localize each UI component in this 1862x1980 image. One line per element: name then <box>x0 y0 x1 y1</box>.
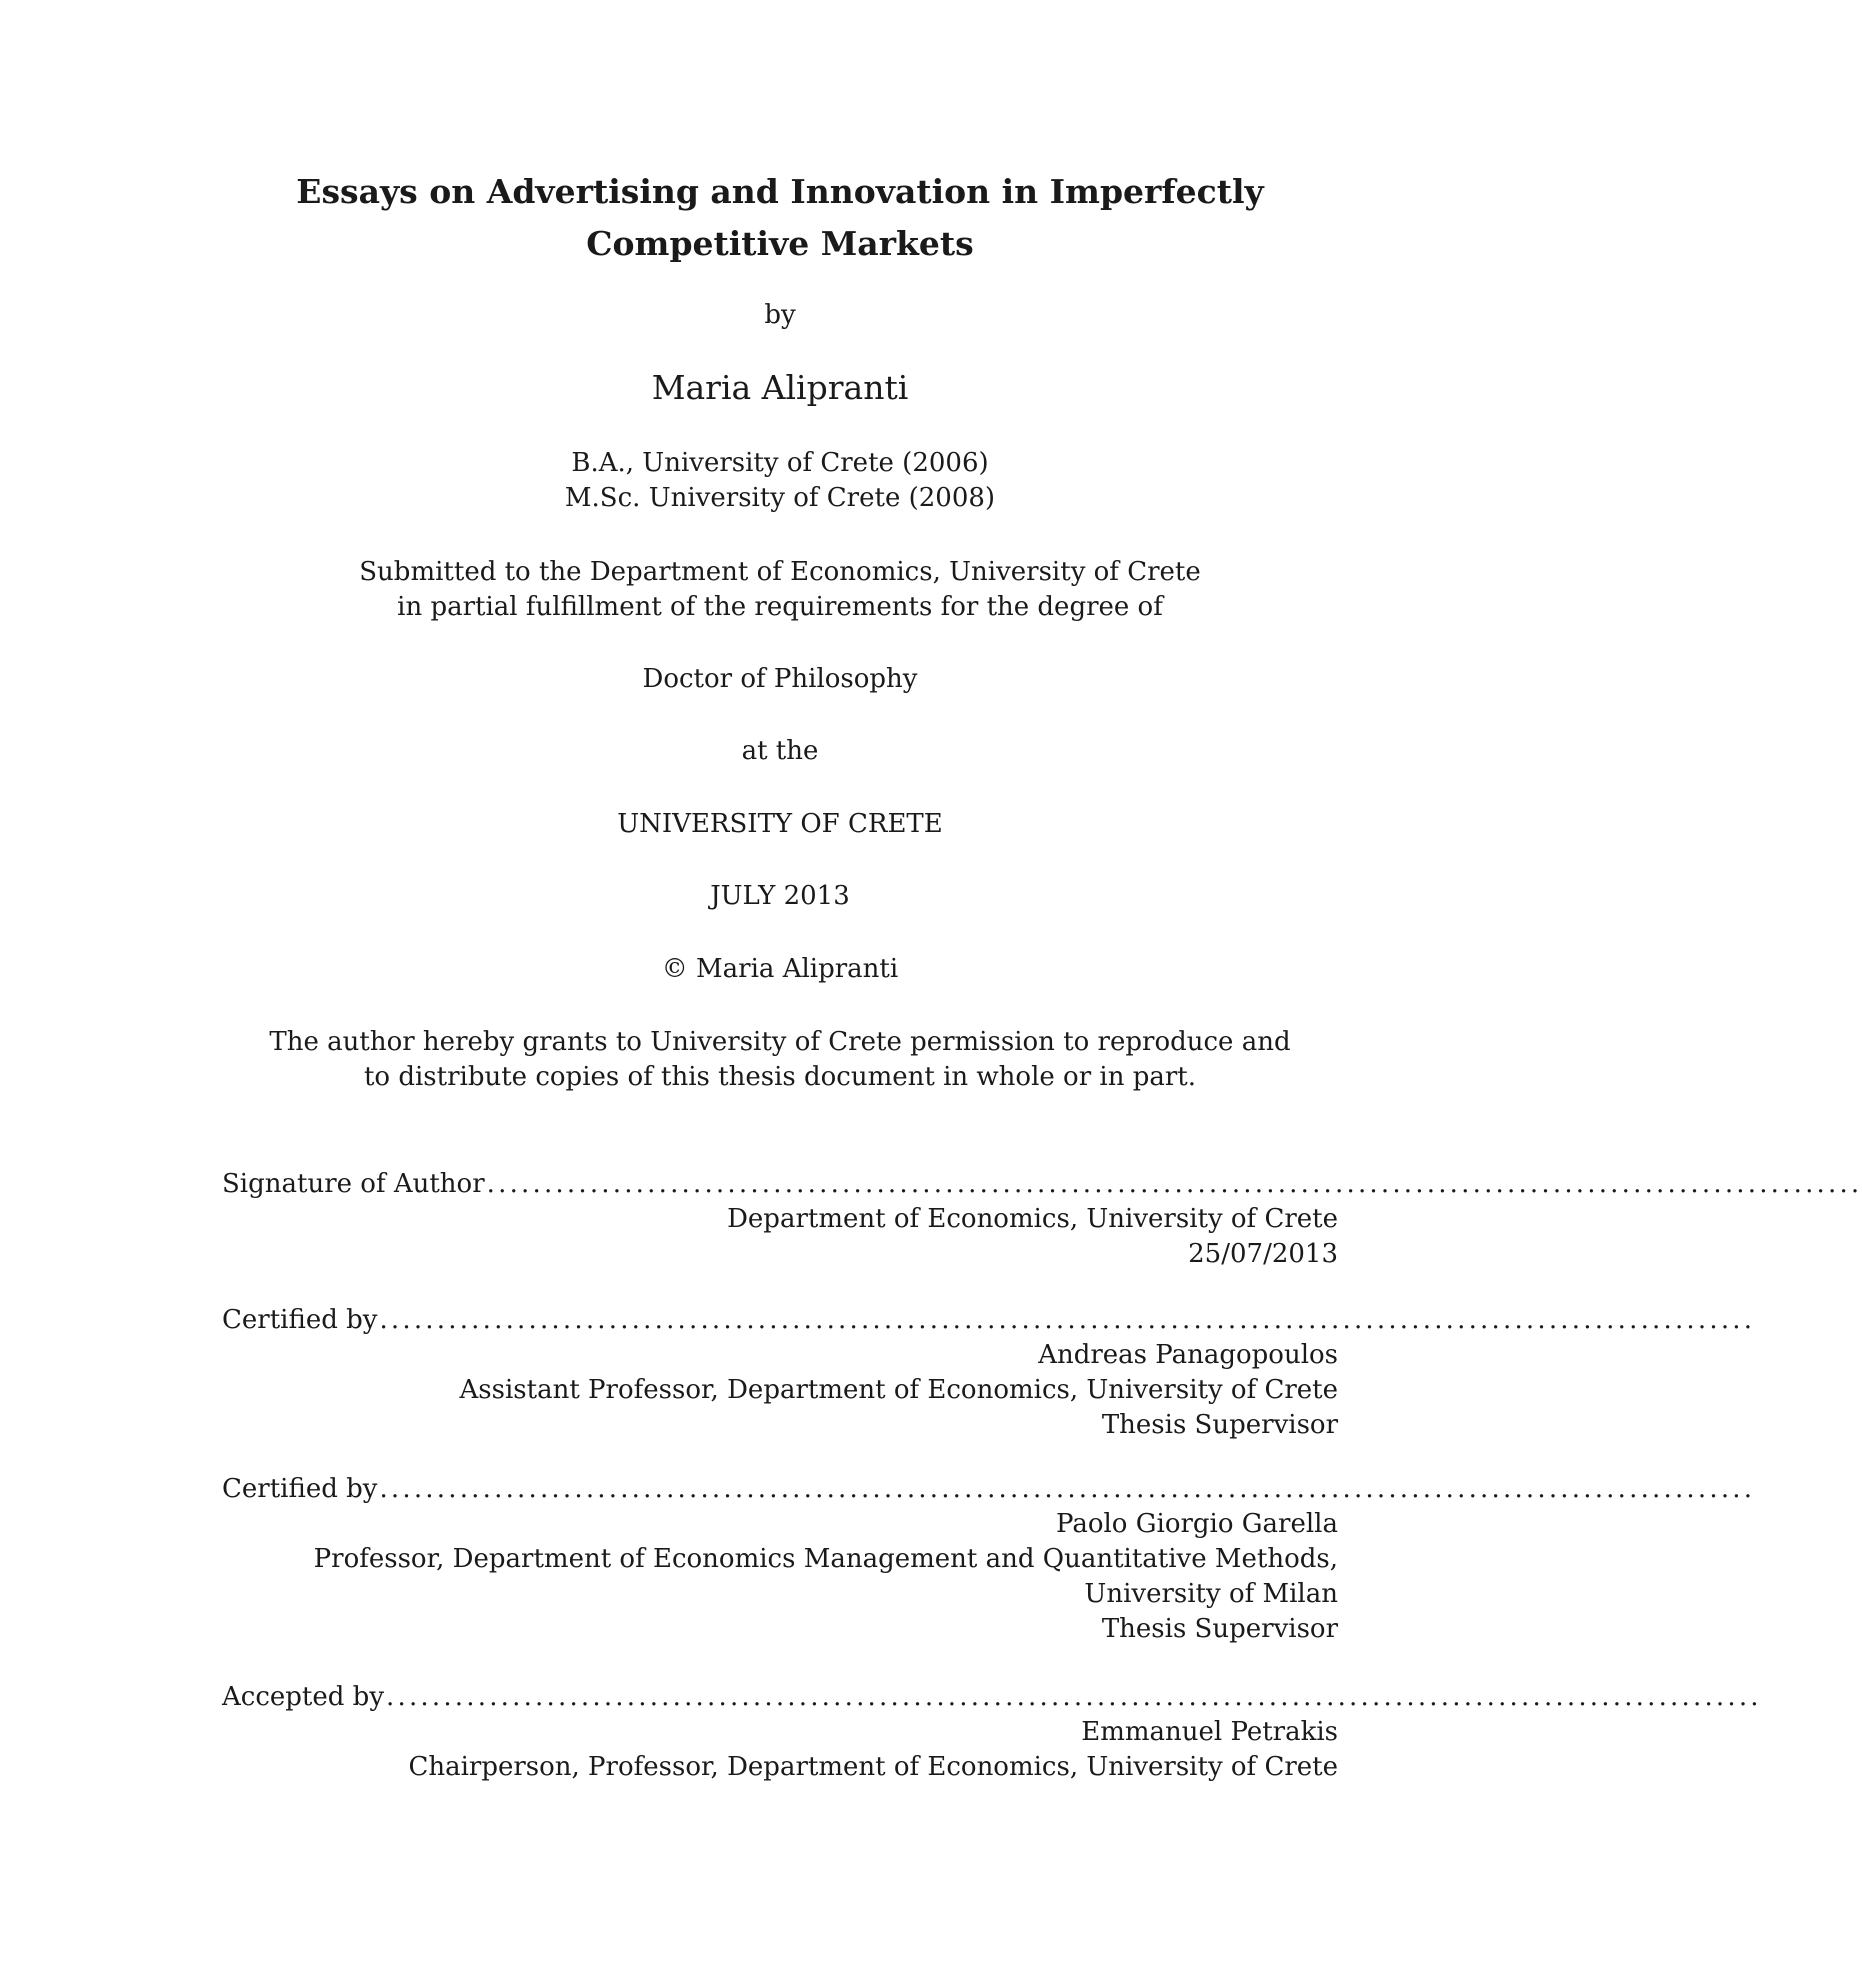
signatory-institution: University of Milan <box>1084 1579 1338 1609</box>
signature-line <box>222 1303 1756 1338</box>
thesis-title <box>0 166 1560 270</box>
degree-msc: M.Sc. University of Crete (2008) <box>564 483 996 513</box>
degree-name: Doctor of Philosophy <box>642 664 918 694</box>
signature-block-acceptance <box>222 1680 1762 1785</box>
submission-statement <box>0 555 1560 625</box>
signature-line <box>222 1167 1862 1202</box>
signature-label: Certified by <box>222 1474 378 1504</box>
permission-line-1: The author hereby grants to University of Crete permission to reproduce and <box>269 1027 1291 1057</box>
by-text: by <box>764 300 796 330</box>
signature-dots: ........................................................................................................................ <box>386 1682 1762 1712</box>
signature-label: Accepted by <box>222 1682 385 1712</box>
signature-detail: Department of Economics, University of Crete <box>727 1204 1338 1234</box>
thesis-date: JULY 2013 <box>710 881 850 911</box>
signature-block-supervisor-1 <box>222 1303 1756 1443</box>
thesis-title-line-2: Competitive Markets <box>586 224 974 263</box>
signatory-position: Chairperson, Professor, Department of Economics, University of Crete <box>408 1752 1338 1782</box>
signature-dots: ........................................................................................................................ <box>379 1305 1756 1335</box>
signatory-position: Assistant Professor, Department of Economics, University of Crete <box>459 1375 1338 1405</box>
signatory-role: Thesis Supervisor <box>1101 1614 1338 1644</box>
submission-line-2: in partial fulfillment of the requirements for the degree of <box>397 592 1163 622</box>
author-name: Maria Alipranti <box>651 368 909 407</box>
submission-line-1: Submitted to the Department of Economics, University of Crete <box>359 557 1201 587</box>
signatory-name: Andreas Panagopoulos <box>1038 1340 1338 1370</box>
signature-dots: ........................................................................................................................ <box>486 1169 1862 1199</box>
signature-block-supervisor-2 <box>222 1472 1756 1647</box>
permission-statement <box>0 1025 1560 1095</box>
signature-line <box>222 1680 1762 1715</box>
signature-block-author <box>222 1167 1862 1272</box>
signature-date: 25/07/2013 <box>1188 1239 1338 1269</box>
copyright-notice: © Maria Alipranti <box>661 954 899 984</box>
thesis-title-line-1: Essays on Advertising and Innovation in Imperfectly <box>296 172 1264 211</box>
university-name: UNIVERSITY OF CRETE <box>617 809 943 839</box>
signatory-position: Professor, Department of Economics Management and Quantitative Methods, <box>313 1544 1338 1574</box>
signature-dots: ........................................................................................................................ <box>379 1474 1756 1504</box>
signatory-name: Emmanuel Petrakis <box>1081 1717 1338 1747</box>
signature-label: Signature of Author <box>222 1169 485 1199</box>
signatory-role: Thesis Supervisor <box>1101 1410 1338 1440</box>
at-the-text: at the <box>741 736 819 766</box>
degree-ba: B.A., University of Crete (2006) <box>571 448 989 478</box>
signatory-name: Paolo Giorgio Garella <box>1056 1509 1338 1539</box>
permission-line-2: to distribute copies of this thesis document in whole or in part. <box>363 1062 1197 1092</box>
signature-label: Certified by <box>222 1305 378 1335</box>
prior-degrees <box>0 446 1560 516</box>
signature-line <box>222 1472 1756 1507</box>
